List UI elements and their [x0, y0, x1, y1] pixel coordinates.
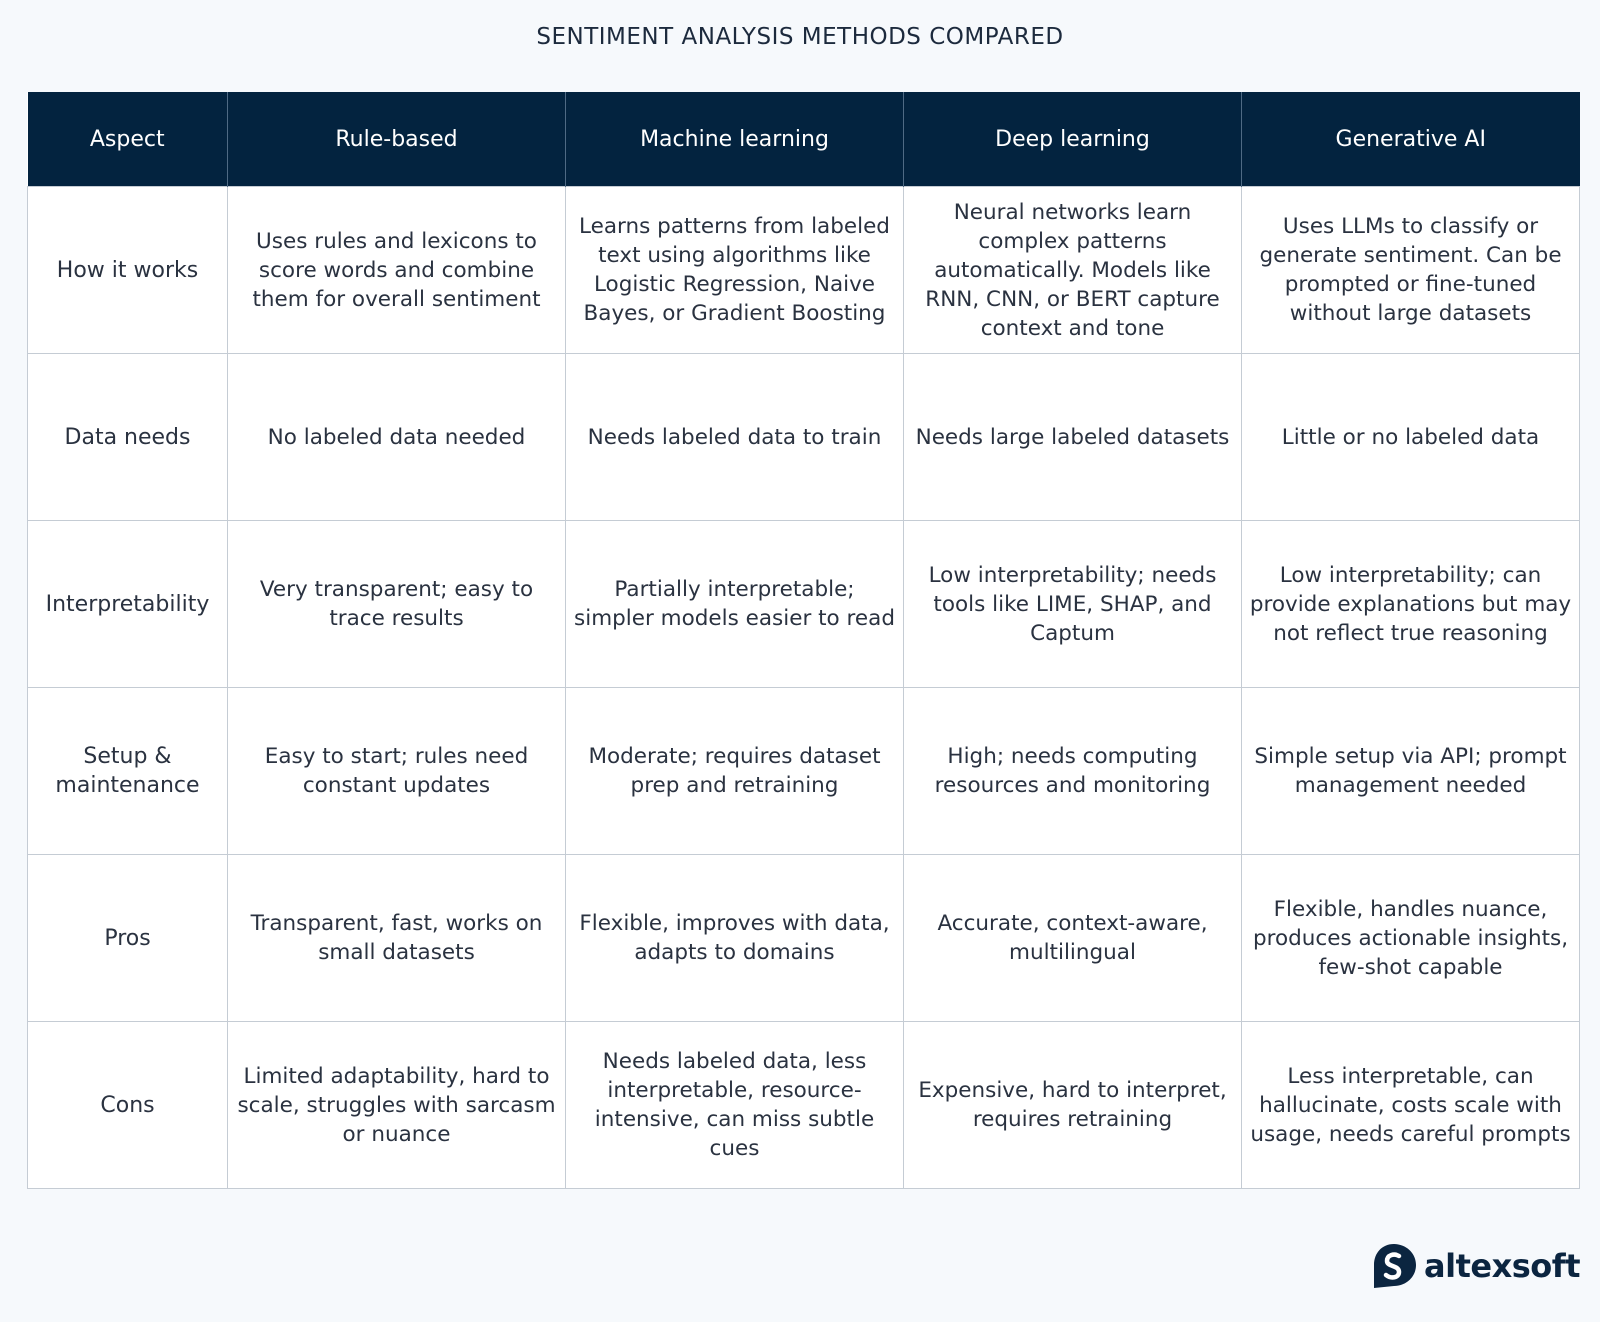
table-row [28, 855, 1580, 1022]
row-label: Cons [28, 1022, 228, 1189]
row-label: How it works [28, 187, 228, 354]
table-row [28, 521, 1580, 688]
table-row [28, 1022, 1580, 1189]
table-cell: Little or no labeled data [1242, 354, 1580, 521]
header-rule-based: Rule-based [228, 92, 566, 187]
table-cell: Very transparent; easy to trace results [228, 521, 566, 688]
row-label: Interpretability [28, 521, 228, 688]
table-row [28, 187, 1580, 354]
table-row [28, 354, 1580, 521]
table-cell: Neural networks learn complex patterns automatically. Models like RNN, CNN, or BERT capture context and tone [904, 187, 1242, 354]
row-label: Setup & maintenance [28, 688, 228, 855]
table-cell: High; needs computing resources and monitoring [904, 688, 1242, 855]
table-cell: Uses rules and lexicons to score words and combine them for overall sentiment [228, 187, 566, 354]
table-cell: Less interpretable, can hallucinate, costs scale with usage, needs careful prompts [1242, 1022, 1580, 1189]
table-cell: Uses LLMs to classify or generate sentiment. Can be prompted or fine-tuned without large datasets [1242, 187, 1580, 354]
comparison-table [27, 92, 1580, 1189]
table-cell: Needs large labeled datasets [904, 354, 1242, 521]
header-aspect: Aspect [28, 92, 228, 187]
table-cell: Simple setup via API; prompt management needed [1242, 688, 1580, 855]
header-machine-learning: Machine learning [566, 92, 904, 187]
page-title: SENTIMENT ANALYSIS METHODS COMPARED [536, 24, 1064, 50]
table-header-row [28, 92, 1580, 187]
altexsoft-logo [1370, 1242, 1580, 1290]
row-label: Data needs [28, 354, 228, 521]
table-cell: Learns patterns from labeled text using algorithms like Logistic Regression, Naive Bayes, or Gradient Boosting [566, 187, 904, 354]
table-cell: Flexible, improves with data, adapts to domains [566, 855, 904, 1022]
row-label: Pros [28, 855, 228, 1022]
table-cell: Moderate; requires dataset prep and retraining [566, 688, 904, 855]
table-cell: Flexible, handles nuance, produces actionable insights, few-shot capable [1242, 855, 1580, 1022]
table-cell: Partially interpretable; simpler models easier to read [566, 521, 904, 688]
logo-text: altexsoft [1424, 1247, 1580, 1285]
table-cell: Needs labeled data, less interpretable, resource-intensive, can miss subtle cues [566, 1022, 904, 1189]
table-cell: No labeled data needed [228, 354, 566, 521]
altexsoft-logo-icon [1370, 1242, 1418, 1290]
table-cell: Low interpretability; can provide explanations but may not reflect true reasoning [1242, 521, 1580, 688]
table-cell: Transparent, fast, works on small datasets [228, 855, 566, 1022]
table-cell: Accurate, context-aware, multilingual [904, 855, 1242, 1022]
header-deep-learning: Deep learning [904, 92, 1242, 187]
table-cell: Low interpretability; needs tools like LIME, SHAP, and Captum [904, 521, 1242, 688]
table-cell: Easy to start; rules need constant updates [228, 688, 566, 855]
table-row [28, 688, 1580, 855]
table-cell: Limited adaptability, hard to scale, struggles with sarcasm or nuance [228, 1022, 566, 1189]
header-generative-ai: Generative AI [1242, 92, 1580, 187]
table-cell: Needs labeled data to train [566, 354, 904, 521]
table-cell: Expensive, hard to interpret, requires retraining [904, 1022, 1242, 1189]
